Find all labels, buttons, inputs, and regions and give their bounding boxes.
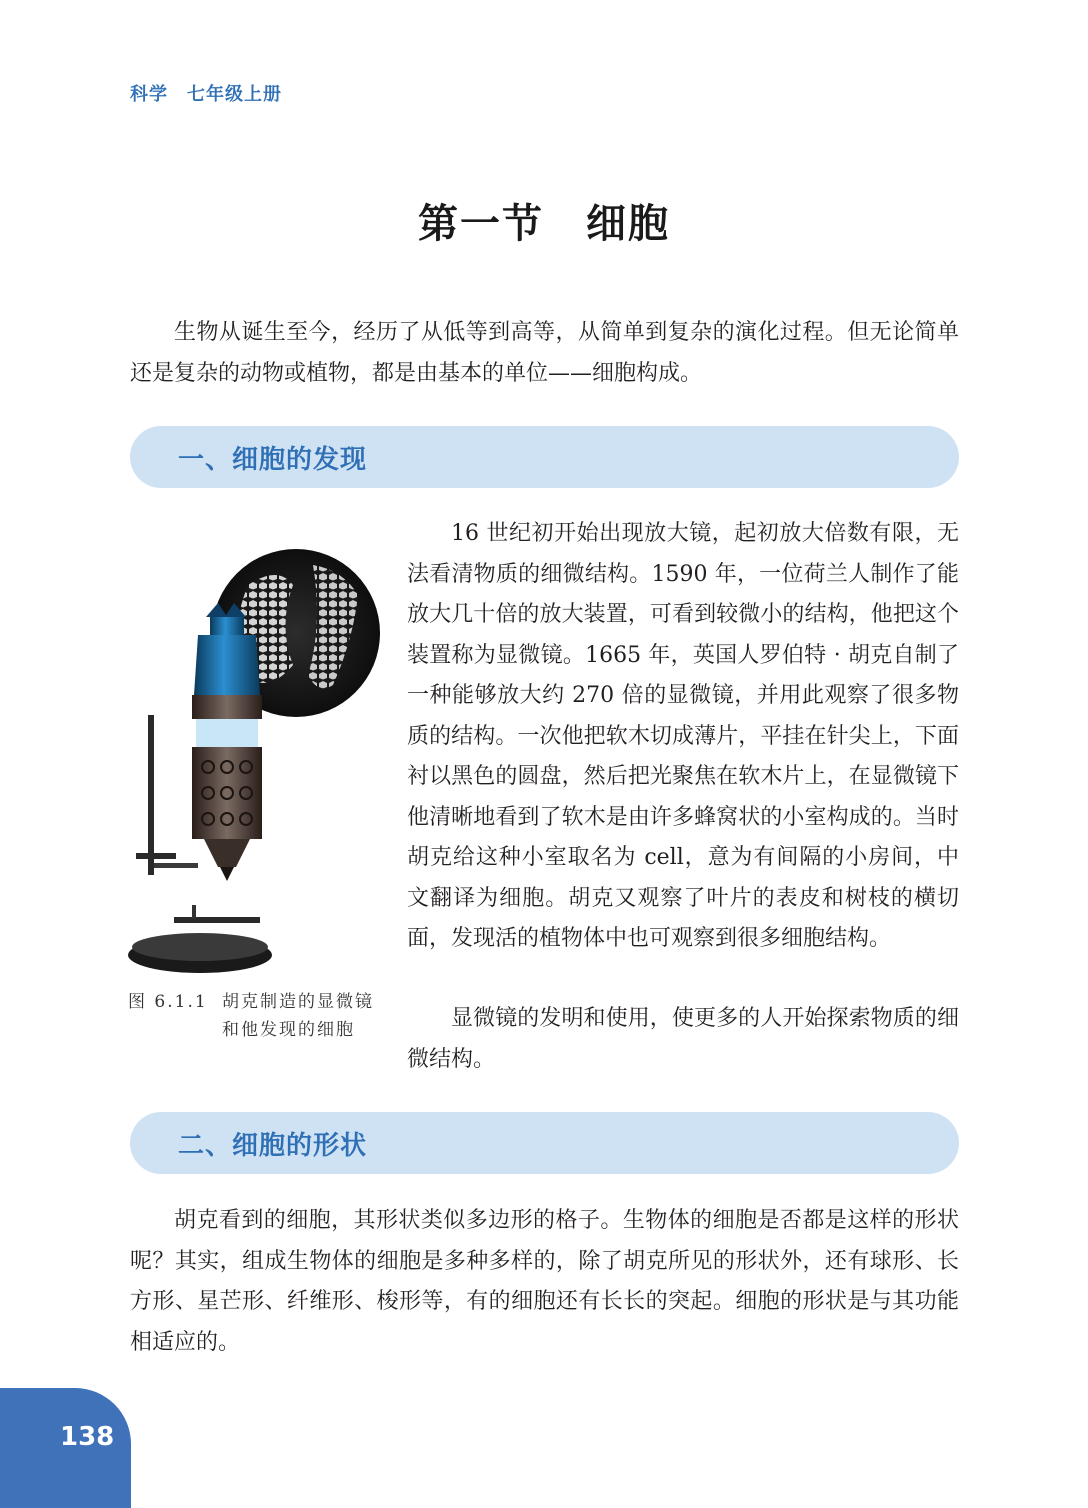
figure-number: 图 6.1.1	[128, 992, 208, 1012]
microscope-illustration	[128, 545, 388, 975]
discovery-paragraph-1: 16 世纪初开始出现放大镜，起初放大倍数有限，无法看清物质的细微结构。1590 年，一位荷兰人制作了能放大几十倍的放大装置，可看到较微小的结构，他把这个装置称为显微镜。1665 年，英国人罗伯特 · 胡克自制了一种能够放大约 270 倍的显微镜，并用此观察了很多物质的结构。一次他把软木切成薄片，平挂在针尖上，下面衬以黑色的圆盘，然后把光聚焦在软木片上，在显微镜下他清晰地看到了软木是由许多蜂窝状的小室构成的。当时胡克给这种小室取名为 cell，意为有间隔的小房间，中文翻译为细胞。胡克又观察了叶片的表皮和树枝的横切面，发现活的植物体中也可观察到很多细胞结构。	[407, 521, 959, 951]
figure-caption-line2: 和他发现的细胞	[222, 1020, 355, 1040]
discovery-paragraph-2: 显微镜的发明和使用，使更多的人开始探索物质的细微结构。	[407, 1006, 959, 1072]
running-head: 科学 七年级上册	[130, 84, 282, 105]
shape-paragraph: 胡克看到的细胞，其形状类似多边形的格子。生物体的细胞是否都是这样的形状呢？其实，组成生物体的细胞是多种多样的，除了胡克所见的形状外，还有球形、长方形、星芒形、纤维形、梭形等，有的细胞还有长长的突起。细胞的形状是与其功能相适应的。	[130, 1208, 959, 1355]
page-number: 138	[60, 1422, 115, 1452]
section-heading-discovery: 一、细胞的发现	[178, 445, 368, 475]
page-number-tab	[0, 1388, 131, 1508]
figure-caption	[128, 988, 398, 1044]
section-heading-shape: 二、细胞的形状	[178, 1131, 368, 1161]
microscope-figure	[128, 545, 388, 975]
section-heading-bar-discovery	[130, 426, 959, 488]
section-title: 第一节 细胞	[418, 201, 670, 247]
figure-caption-line1: 胡克制造的显微镜	[222, 992, 374, 1012]
intro-paragraph: 生物从诞生至今，经历了从低等到高等，从简单到复杂的演化过程。但无论简单还是复杂的动物或植物，都是由基本的单位——细胞构成。	[130, 320, 959, 386]
section-heading-bar-shape	[130, 1112, 959, 1174]
